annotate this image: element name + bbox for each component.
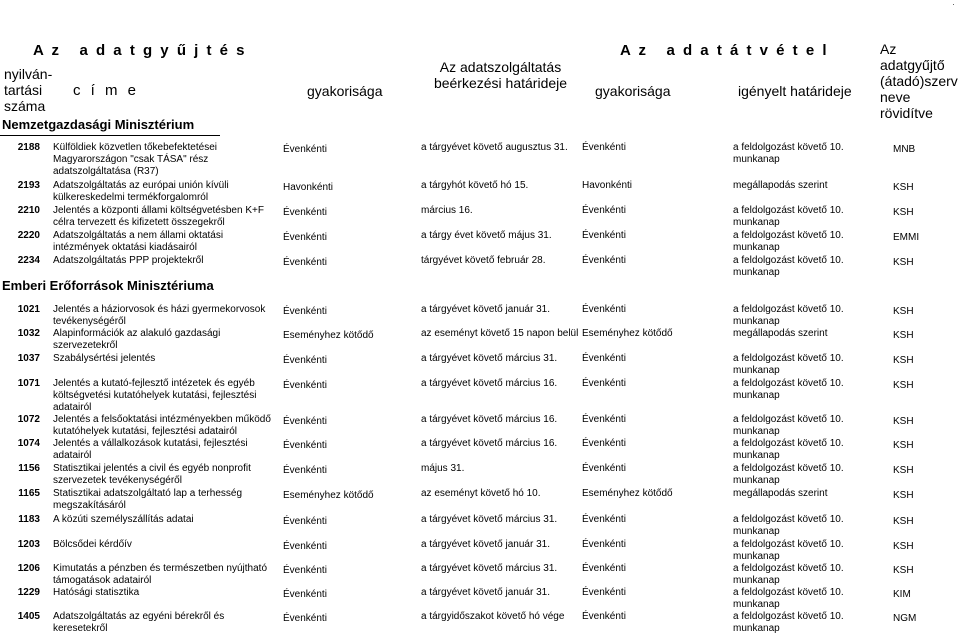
row-title-line: Külföldiek közvetlen tőkebefektetései bbox=[53, 142, 217, 153]
header-line: száma bbox=[4, 98, 46, 114]
row-organization: KSH bbox=[893, 565, 914, 576]
row-title-line: Adatszolgáltatás a nem állami oktatási bbox=[53, 230, 224, 241]
row-required-line: a feldolgozást követő 10. bbox=[733, 563, 844, 574]
row-organization: KSH bbox=[893, 182, 914, 193]
row-organization: NGM bbox=[893, 613, 917, 624]
row-required-deadline bbox=[733, 514, 863, 538]
row-title-line: Hatósági statisztika bbox=[53, 587, 140, 598]
row-deadline: tárgyévet követő február 28. bbox=[421, 255, 546, 266]
row-organization: KSH bbox=[893, 440, 914, 451]
row-title bbox=[53, 180, 278, 204]
row-required-deadline bbox=[733, 488, 863, 500]
row-number: 1206 bbox=[17, 563, 40, 574]
row-title bbox=[53, 255, 278, 267]
row-frequency: Évenkénti bbox=[283, 589, 327, 600]
col-header-adatatvetel bbox=[620, 43, 829, 59]
row-number: 1156 bbox=[18, 463, 40, 474]
row-number: 2188 bbox=[17, 142, 40, 153]
header-line: Az bbox=[880, 41, 897, 57]
row-title-line: Statisztikai jelentés a civil és egyéb nonprofit bbox=[53, 463, 251, 474]
col-header-nyilvantartasi bbox=[4, 66, 52, 114]
row-required-line: munkanap bbox=[733, 316, 780, 327]
col-header-gyakorisaga: gyakorisága bbox=[307, 83, 383, 99]
row-number: 1229 bbox=[17, 587, 40, 598]
row-number: 1165 bbox=[18, 488, 40, 499]
row-required-deadline bbox=[733, 611, 863, 635]
row-frequency: Évenkénti bbox=[283, 465, 327, 476]
row-frequency: Eseményhez kötődő bbox=[283, 490, 374, 501]
row-required-deadline bbox=[733, 587, 863, 611]
row-frequency: Évenkénti bbox=[283, 516, 327, 527]
row-required-deadline bbox=[733, 353, 863, 377]
header-word: a d a t á t v é t e l bbox=[666, 42, 829, 59]
row-title-line: adatairól bbox=[53, 450, 92, 461]
row-title bbox=[53, 514, 278, 526]
row-organization: KSH bbox=[893, 490, 914, 501]
row-title-line: Jelentés a központi állami költségvetésben K+F bbox=[53, 205, 264, 216]
row-transfer-frequency: Évenkénti bbox=[582, 205, 626, 216]
row-transfer-frequency: Évenkénti bbox=[582, 587, 626, 598]
row-title bbox=[53, 463, 278, 487]
row-organization: KSH bbox=[893, 207, 914, 218]
row-number: 2193 bbox=[17, 180, 40, 191]
col-header-cime: c í m e bbox=[73, 82, 140, 99]
row-frequency: Évenkénti bbox=[283, 306, 327, 317]
row-required-line: a feldolgozást követő 10. bbox=[733, 142, 844, 153]
row-organization: KSH bbox=[893, 380, 914, 391]
row-deadline: a tárgyévet követő március 16. bbox=[421, 414, 558, 425]
row-required-deadline bbox=[733, 563, 863, 587]
row-required-deadline bbox=[733, 255, 863, 279]
row-deadline: az eseményt követő hó 10. bbox=[421, 488, 541, 499]
row-organization: MNB bbox=[893, 144, 916, 155]
row-deadline: a tárgyévet követő március 31. bbox=[421, 353, 558, 364]
row-required-line: munkanap bbox=[733, 390, 780, 401]
row-deadline: a tárgyévet követő augusztus 31. bbox=[421, 142, 568, 153]
row-title-line: Jelentés a felsőoktatási intézményekben működő bbox=[53, 414, 271, 425]
row-deadline: a tárgyévet követő január 31. bbox=[421, 304, 550, 315]
row-title bbox=[53, 230, 278, 254]
row-required-line: munkanap bbox=[733, 475, 780, 486]
row-required-deadline bbox=[733, 142, 863, 166]
row-title bbox=[53, 304, 278, 328]
row-title bbox=[53, 539, 278, 551]
row-deadline: a tárgyévet követő március 16. bbox=[421, 378, 558, 389]
row-required-deadline bbox=[733, 230, 863, 254]
row-title-line: szervezetek tevékenységéről bbox=[53, 475, 182, 486]
header-line: beérkezési határideje bbox=[433, 75, 568, 91]
col-header-igenyelt: igényelt határideje bbox=[738, 83, 852, 99]
row-frequency: Eseményhez kötődő bbox=[283, 330, 374, 341]
row-number: 1071 bbox=[17, 378, 40, 389]
row-required-line: munkanap bbox=[733, 599, 780, 610]
row-required-line: megállapodás szerint bbox=[733, 328, 828, 339]
row-required-line: munkanap bbox=[733, 242, 780, 253]
row-organization: KSH bbox=[893, 355, 914, 366]
row-required-line: munkanap bbox=[733, 267, 780, 278]
row-deadline: a tárgy évet követő május 31. bbox=[421, 230, 552, 241]
row-required-line: a feldolgozást követő 10. bbox=[733, 539, 844, 550]
row-required-deadline bbox=[733, 438, 863, 462]
col-header-beerkezesi bbox=[428, 59, 573, 91]
row-title bbox=[53, 353, 278, 365]
row-number: 1021 bbox=[17, 304, 40, 315]
row-required-line: munkanap bbox=[733, 450, 780, 461]
row-frequency: Évenkénti bbox=[283, 144, 327, 155]
row-title-line: Statisztikai adatszolgáltató lap a terhesség bbox=[53, 488, 242, 499]
row-title-line: Adatszolgáltatás PPP projektekről bbox=[53, 255, 204, 266]
row-transfer-frequency: Havonkénti bbox=[582, 180, 633, 191]
row-organization: KSH bbox=[893, 416, 914, 427]
row-transfer-frequency: Évenkénti bbox=[582, 230, 626, 241]
row-required-deadline bbox=[733, 328, 863, 340]
row-required-deadline bbox=[733, 539, 863, 563]
row-title-line: Adatszolgáltatás az európai unión kívüli bbox=[53, 180, 229, 191]
row-frequency: Évenkénti bbox=[283, 565, 327, 576]
col-header-adatgyujto bbox=[880, 41, 958, 121]
row-required-line: munkanap bbox=[733, 526, 780, 537]
row-deadline: a tárgyévet követő március 16. bbox=[421, 438, 558, 449]
row-required-deadline bbox=[733, 205, 863, 229]
row-transfer-frequency: Évenkénti bbox=[582, 563, 626, 574]
header-line: adatgyűjtő bbox=[880, 57, 945, 73]
corner-mark bbox=[953, 4, 954, 5]
row-number: 1203 bbox=[17, 539, 40, 550]
header-line: nyilván- bbox=[4, 66, 53, 82]
row-transfer-frequency: Eseményhez kötődő bbox=[582, 328, 673, 339]
row-title-line: adatszolgáltatása (R37) bbox=[53, 166, 159, 177]
row-title-line: költségvetési kutatóhelyek kutatási, fejlesztési bbox=[53, 390, 257, 401]
section-title: Emberi Erőforrások Minisztériuma bbox=[2, 278, 214, 293]
row-deadline: a tárgyévet követő január 31. bbox=[421, 587, 550, 598]
row-title bbox=[53, 563, 278, 587]
row-organization: KSH bbox=[893, 541, 914, 552]
row-required-line: a feldolgozást követő 10. bbox=[733, 353, 844, 364]
row-deadline: a tárgyévet követő március 31. bbox=[421, 514, 558, 525]
row-title bbox=[53, 414, 278, 438]
row-organization: KSH bbox=[893, 330, 914, 341]
col-header-adatgyujtes bbox=[33, 43, 247, 59]
row-required-deadline bbox=[733, 414, 863, 438]
row-required-deadline bbox=[733, 180, 863, 192]
row-title-line: keresetekről bbox=[53, 623, 108, 634]
row-number: 2220 bbox=[17, 230, 40, 241]
row-title bbox=[53, 438, 278, 462]
section-title: Nemzetgazdasági Minisztérium bbox=[2, 117, 195, 132]
header-word: a d a t g y ű j t é s bbox=[79, 42, 247, 59]
row-frequency: Havonkénti bbox=[283, 182, 334, 193]
row-required-line: megállapodás szerint bbox=[733, 488, 828, 499]
row-frequency: Évenkénti bbox=[283, 355, 327, 366]
row-required-line: megállapodás szerint bbox=[733, 180, 828, 191]
row-deadline: a tárgyhót követő hó 15. bbox=[421, 180, 529, 191]
row-frequency: Évenkénti bbox=[283, 440, 327, 451]
header-line: tartási bbox=[4, 82, 43, 98]
row-title-line: Magyarországon "csak TÁSA" rész bbox=[53, 154, 209, 165]
row-number: 1037 bbox=[17, 353, 40, 364]
header-line: neve bbox=[880, 89, 911, 105]
row-required-line: munkanap bbox=[733, 551, 780, 562]
row-number: 1405 bbox=[17, 611, 40, 622]
row-transfer-frequency: Évenkénti bbox=[582, 463, 626, 474]
row-title bbox=[53, 611, 278, 635]
row-title-line: intézmények oktatási kiadásairól bbox=[53, 242, 197, 253]
row-deadline: a tárgyidőszakot követő hó vége bbox=[421, 611, 565, 622]
row-required-line: munkanap bbox=[733, 154, 780, 165]
row-title-line: szervezetekről bbox=[53, 340, 118, 351]
row-title-line: Kimutatás a pénzben és természetben nyújtható bbox=[53, 563, 268, 574]
row-number: 2234 bbox=[17, 255, 40, 266]
row-required-line: munkanap bbox=[733, 365, 780, 376]
row-required-line: a feldolgozást követő 10. bbox=[733, 414, 844, 425]
row-title-line: kutatóhelyek kutatási, fejlesztési adatairól bbox=[53, 426, 237, 437]
row-required-line: munkanap bbox=[733, 575, 780, 586]
row-title bbox=[53, 142, 278, 178]
row-frequency: Évenkénti bbox=[283, 380, 327, 391]
row-required-deadline bbox=[733, 463, 863, 487]
header-prefix: A z bbox=[33, 42, 61, 59]
section-divider bbox=[0, 135, 220, 136]
row-title-line: Alapinformációk az alakuló gazdasági bbox=[53, 328, 221, 339]
header-line: Az adatszolgáltatás bbox=[439, 59, 562, 75]
row-number: 1072 bbox=[17, 414, 40, 425]
row-title-line: A közúti személyszállítás adatai bbox=[53, 514, 194, 525]
row-transfer-frequency: Évenkénti bbox=[582, 378, 626, 389]
row-organization: EMMI bbox=[893, 232, 920, 243]
row-transfer-frequency: Eseményhez kötődő bbox=[582, 488, 673, 499]
row-title-line: célra tervezett és kifizetett összegekről bbox=[53, 217, 225, 228]
row-title-line: megszakításáról bbox=[53, 500, 126, 511]
header-line: (átadó)szerv bbox=[880, 73, 958, 89]
row-required-deadline bbox=[733, 378, 863, 402]
row-title-line: Jelentés a kutató-fejlesztő intézetek és egyéb bbox=[53, 378, 255, 389]
row-title-line: támogatások adatairól bbox=[53, 575, 152, 586]
row-transfer-frequency: Évenkénti bbox=[582, 353, 626, 364]
row-frequency: Évenkénti bbox=[283, 207, 327, 218]
row-title bbox=[53, 328, 278, 352]
row-transfer-frequency: Évenkénti bbox=[582, 304, 626, 315]
row-required-deadline bbox=[733, 304, 863, 328]
row-title bbox=[53, 587, 278, 599]
row-title-line: tevékenységéről bbox=[53, 316, 126, 327]
row-transfer-frequency: Évenkénti bbox=[582, 255, 626, 266]
row-transfer-frequency: Évenkénti bbox=[582, 142, 626, 153]
row-transfer-frequency: Évenkénti bbox=[582, 414, 626, 425]
row-required-line: a feldolgozást követő 10. bbox=[733, 514, 844, 525]
row-required-line: a feldolgozást követő 10. bbox=[733, 463, 844, 474]
col-header-gyakorisaga-2: gyakorisága bbox=[595, 83, 671, 99]
row-organization: KSH bbox=[893, 306, 914, 317]
row-frequency: Évenkénti bbox=[283, 613, 327, 624]
row-title-line: Jelentés a háziorvosok és házi gyermekorvosok bbox=[53, 304, 266, 315]
row-deadline: az eseményt követő 15 napon belül bbox=[421, 328, 579, 339]
row-required-line: munkanap bbox=[733, 217, 780, 228]
row-title bbox=[53, 205, 278, 229]
row-number: 1074 bbox=[17, 438, 40, 449]
row-title bbox=[53, 378, 278, 414]
row-title-line: Szabálysértési jelentés bbox=[53, 353, 156, 364]
row-required-line: a feldolgozást követő 10. bbox=[733, 230, 844, 241]
row-title bbox=[53, 488, 278, 512]
row-organization: KSH bbox=[893, 257, 914, 268]
row-required-line: a feldolgozást követő 10. bbox=[733, 205, 844, 216]
row-number: 1183 bbox=[18, 514, 40, 525]
row-title-line: Jelentés a vállalkozások kutatási, fejlesztési bbox=[53, 438, 248, 449]
row-deadline: a tárgyévet követő január 31. bbox=[421, 539, 550, 550]
header-line: rövidítve bbox=[880, 105, 933, 121]
row-organization: KSH bbox=[893, 465, 914, 476]
row-deadline: március 16. bbox=[421, 205, 473, 216]
row-required-line: a feldolgozást követő 10. bbox=[733, 611, 844, 622]
row-transfer-frequency: Évenkénti bbox=[582, 438, 626, 449]
row-transfer-frequency: Évenkénti bbox=[582, 514, 626, 525]
row-number: 2210 bbox=[17, 205, 40, 216]
row-number: 1032 bbox=[17, 328, 40, 339]
row-required-line: a feldolgozást követő 10. bbox=[733, 438, 844, 449]
row-required-line: a feldolgozást követő 10. bbox=[733, 587, 844, 598]
row-title-line: külkereskedelmi termékforgalomról bbox=[53, 192, 209, 203]
row-required-line: munkanap bbox=[733, 426, 780, 437]
row-frequency: Évenkénti bbox=[283, 541, 327, 552]
row-required-line: a feldolgozást követő 10. bbox=[733, 378, 844, 389]
row-frequency: Évenkénti bbox=[283, 232, 327, 243]
row-frequency: Évenkénti bbox=[283, 416, 327, 427]
row-title-line: Adatszolgáltatás az egyéni bérekről és bbox=[53, 611, 225, 622]
row-required-line: a feldolgozást követő 10. bbox=[733, 304, 844, 315]
row-deadline: a tárgyévet követő március 31. bbox=[421, 563, 558, 574]
row-frequency: Évenkénti bbox=[283, 257, 327, 268]
row-deadline: május 31. bbox=[421, 463, 465, 474]
row-required-line: munkanap bbox=[733, 623, 780, 634]
row-organization: KSH bbox=[893, 516, 914, 527]
row-title-line: Bölcsődei kérdőív bbox=[53, 539, 132, 550]
header-prefix: A z bbox=[620, 42, 648, 59]
row-transfer-frequency: Évenkénti bbox=[582, 611, 626, 622]
row-organization: KIM bbox=[893, 589, 911, 600]
row-title-line: adatairól bbox=[53, 402, 92, 413]
row-required-line: a feldolgozást követő 10. bbox=[733, 255, 844, 266]
row-transfer-frequency: Évenkénti bbox=[582, 539, 626, 550]
